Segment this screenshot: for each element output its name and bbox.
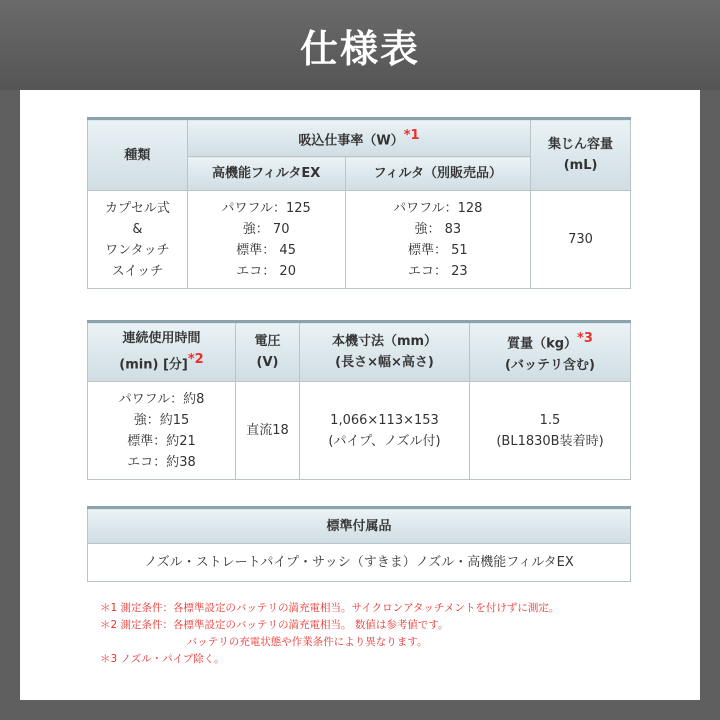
size-header-l1: 本機寸法（mm）: [331, 334, 438, 349]
footnote: バッテリの充電状態や作業条件により異なります。: [100, 636, 428, 648]
filter-opt-line: 標準： 51: [407, 242, 468, 258]
voltage-header-l1: 電圧: [254, 334, 281, 349]
voltage-header: [236, 322, 300, 382]
accessories-header: 標準付属品: [88, 508, 631, 544]
power-header-label: 吸込仕事率（W）: [298, 133, 404, 149]
runtime-cell: [88, 382, 236, 480]
size-header-l2: (長さ×幅×高さ): [335, 355, 434, 370]
type-line: ワンタッチ: [105, 242, 170, 258]
runtime-header-l2: (min) [分]: [119, 357, 188, 373]
power-header: [187, 119, 530, 157]
capacity-header-l2: (mL): [563, 158, 598, 173]
accessories-table: [87, 506, 631, 582]
runtime-note-mark: *2: [187, 352, 204, 368]
runtime-header: [88, 322, 236, 382]
size-note: (パイプ、ノズル付): [328, 433, 441, 449]
footnote: ＊2 測定条件：各標準設定のバッテリの満充電相当。 数値は参考値です。: [100, 619, 449, 631]
power-note-mark: *1: [403, 127, 420, 143]
mass-header-l2: (バッテリ含む): [505, 357, 595, 373]
capacity-header: [531, 119, 631, 191]
type-cell: [88, 191, 188, 289]
mass-cell: [470, 382, 631, 480]
runtime-line: 強：約15: [133, 412, 190, 428]
capacity-header-l1: 集じん容量: [548, 137, 614, 152]
runtime-header-l2-wrap: [88, 349, 235, 375]
runtime-spec-table: [87, 320, 631, 480]
title-bar: [0, 0, 720, 90]
runtime-line: パワフル：約8: [118, 391, 205, 407]
filter-ex-header: 高機能フィルタEX: [187, 157, 345, 191]
type-line: スイッチ: [111, 263, 164, 279]
runtime-line: エコ：約38: [127, 454, 196, 470]
size-cell: [300, 382, 470, 480]
mass-note: (BL1830B装着時): [496, 433, 604, 449]
capacity-cell: 730: [531, 191, 631, 289]
mass-header-l1-wrap: [470, 328, 630, 354]
footnote: ＊3 ノズル・パイプ除く。: [100, 653, 225, 665]
voltage-cell: 直流18: [236, 382, 300, 480]
runtime-line: 標準：約21: [127, 433, 196, 449]
type-line: &: [132, 221, 143, 237]
filter-ex-line: 強： 70: [242, 221, 290, 237]
mass-header-l1: 質量（kg）: [507, 336, 578, 352]
page-title: 仕様表: [299, 26, 420, 71]
suction-spec-table: [87, 117, 631, 289]
filter-ex-line: エコ： 20: [236, 263, 296, 279]
mass-value: 1.5: [539, 412, 561, 428]
filter-opt-cell: [345, 191, 531, 289]
filter-ex-cell: [187, 191, 345, 289]
filter-opt-line: エコ： 23: [407, 263, 468, 279]
mass-header: [470, 322, 631, 382]
filter-ex-line: 標準： 45: [236, 242, 296, 258]
type-line: カプセル式: [104, 200, 170, 216]
filter-ex-line: パワフル：125: [221, 200, 311, 216]
voltage-header-l2: (V): [256, 355, 279, 370]
filter-opt-line: パワフル：128: [393, 200, 483, 216]
accessories-cell: ノズル・ストレートパイプ・サッシ（すきま）ノズル・高機能フィルタEX: [88, 544, 631, 582]
mass-note-mark: *3: [577, 331, 593, 347]
filter-opt-header: フィルタ（別販売品）: [345, 157, 531, 191]
runtime-header-l1: 連続使用時間: [122, 331, 201, 347]
size-header: [300, 322, 470, 382]
footnotes: [100, 600, 559, 668]
footnote: ＊1 測定条件：各標準設定のバッテリの満充電相当。サイクロンアタッチメントを付けずに測定。: [100, 602, 560, 614]
filter-opt-line: 強： 83: [414, 221, 462, 237]
spec-panel: [20, 90, 700, 700]
type-header: 種類: [88, 119, 188, 191]
size-value: 1,066×113×153: [330, 412, 439, 428]
